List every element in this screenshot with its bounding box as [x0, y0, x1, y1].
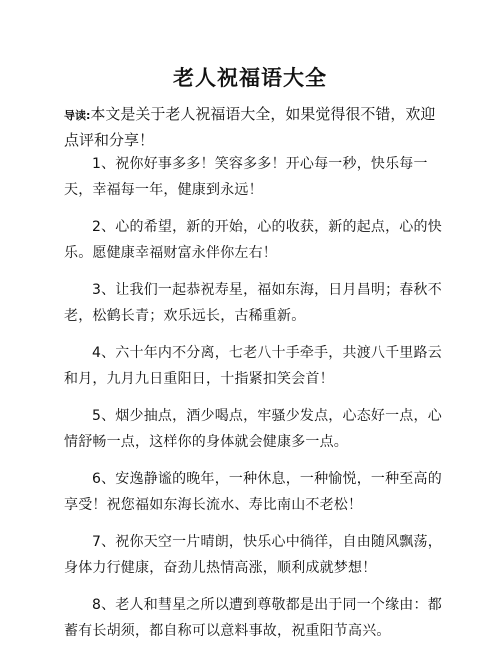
intro-paragraph — [64, 102, 444, 153]
list-item: 3、让我们一起恭祝寿星，福如东海，日月昌明；春秋不老，松鹤长青；欢乐远长，古稀重新。 — [64, 282, 442, 324]
list-item: 7、祝你天空一片晴朗，快乐心中徜徉，自由随风飘荡，身体力行健康，奋劲儿热情高涨，顺利成就梦想！ — [64, 534, 442, 576]
intro-lead-label: 导读: — [64, 109, 91, 122]
list-item: 8、老人和彗星之所以遭到尊敬都是出于同一个缘由：都蓄有长胡须，都自称可以意料事故，祝重阳节高兴。 — [64, 597, 442, 639]
blessing-list — [64, 151, 444, 655]
document-title: 老人祝福语大全 — [173, 66, 327, 90]
list-item: 1、祝你好事多多！笑容多多！开心每一秒，快乐每一天，幸福每一年，健康到永远！ — [64, 156, 428, 198]
list-item: 2、心的希望，新的开始，心的收获，新的起点，心的快乐。愿健康幸福财富永伴你左右！ — [64, 219, 442, 261]
list-item: 4、六十年内不分离，七老八十手牵手，共渡八千里路云和月，九月九日重阳日，十指紧扣笑会首！ — [64, 345, 442, 387]
intro-text: 本文是关于老人祝福语大全，如果觉得很不错，欢迎点评和分享！ — [64, 105, 436, 149]
list-item: 6、安逸静谧的晚年，一种休息，一种愉悦，一种至高的享受！祝您福如东海长流水、寿比南山不老松！ — [64, 471, 442, 513]
list-item: 5、烟少抽点，酒少喝点，牢骚少发点，心态好一点，心情舒畅一点，这样你的身体就会健康多一点。 — [64, 408, 442, 450]
